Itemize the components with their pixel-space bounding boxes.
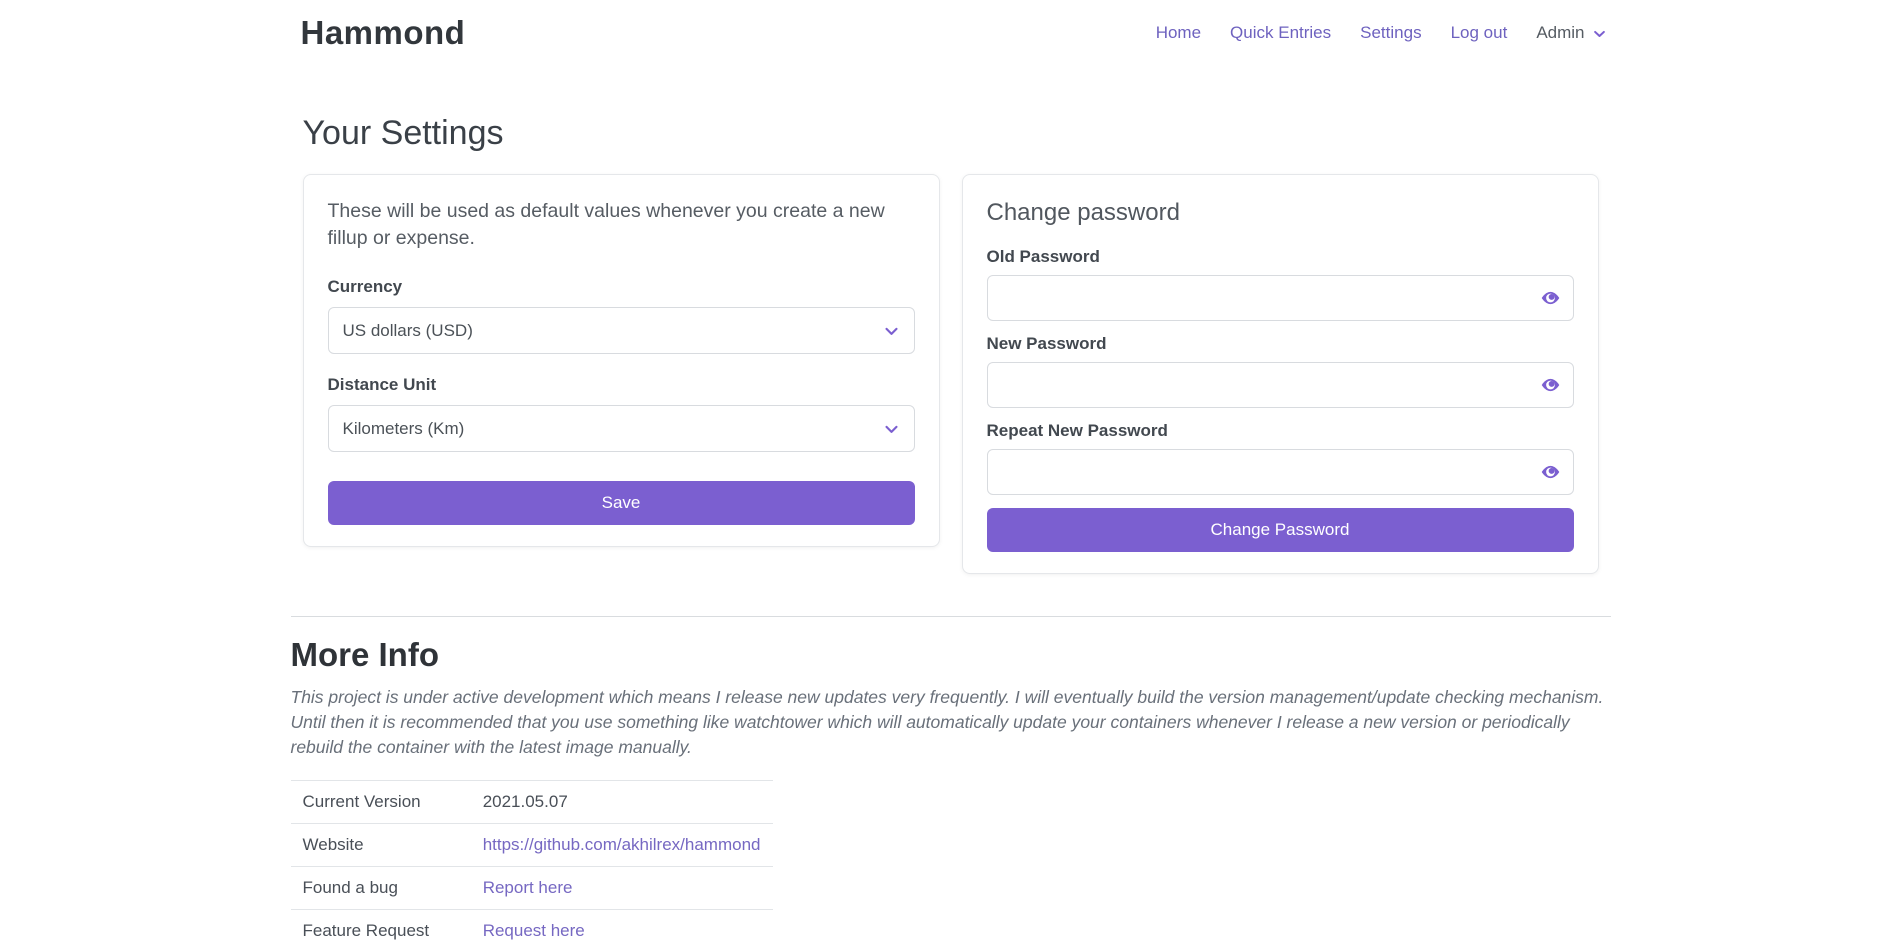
section-divider (291, 616, 1611, 617)
change-password-card (962, 174, 1599, 574)
table-row (291, 867, 773, 910)
old-password-input[interactable] (987, 275, 1574, 321)
info-label: Current Version (291, 781, 471, 824)
defaults-description: These will be used as default values whenever you create a new fillup or expense. (328, 198, 906, 251)
nav-item-quick-entries[interactable]: Quick Entries (1230, 23, 1331, 43)
website-link[interactable]: https://github.com/akhilrex/hammond (483, 835, 761, 854)
info-table (291, 780, 773, 952)
distance-unit-select[interactable] (328, 405, 915, 452)
repeat-password-label: Repeat New Password (987, 421, 1574, 441)
admin-dropdown[interactable] (1536, 23, 1606, 43)
feature-request-link[interactable]: Request here (483, 921, 585, 940)
current-version-value: 2021.05.07 (471, 781, 773, 824)
eye-icon (1540, 375, 1561, 396)
brand-logo[interactable]: Hammond (291, 13, 466, 53)
nav-item-home[interactable]: Home (1156, 23, 1201, 43)
table-row (291, 781, 773, 824)
currency-label: Currency (328, 277, 915, 297)
admin-dropdown-label: Admin (1536, 23, 1584, 43)
currency-selected-value: US dollars (USD) (343, 321, 473, 341)
chevron-down-icon (883, 420, 900, 437)
table-row (291, 824, 773, 867)
chevron-down-icon (1592, 26, 1607, 41)
toggle-repeat-password-visibility-button[interactable] (1538, 460, 1563, 485)
repeat-password-input[interactable] (987, 449, 1574, 495)
main-nav (1156, 23, 1611, 43)
nav-item-logout[interactable]: Log out (1451, 23, 1508, 43)
old-password-label: Old Password (987, 247, 1574, 267)
info-label: Website (291, 824, 471, 867)
toggle-new-password-visibility-button[interactable] (1538, 373, 1563, 398)
more-info-title: More Info (291, 635, 1611, 675)
eye-icon (1540, 288, 1561, 309)
nav-item-settings[interactable]: Settings (1360, 23, 1421, 43)
distance-selected-value: Kilometers (Km) (343, 419, 465, 439)
eye-icon (1540, 462, 1561, 483)
table-row (291, 910, 773, 952)
new-password-label: New Password (987, 334, 1574, 354)
save-button[interactable]: Save (328, 481, 915, 525)
chevron-down-icon (883, 322, 900, 339)
info-label: Found a bug (291, 867, 471, 910)
currency-select[interactable] (328, 307, 915, 354)
distance-unit-label: Distance Unit (328, 375, 915, 395)
toggle-old-password-visibility-button[interactable] (1538, 286, 1563, 311)
development-note: This project is under active development which means I release new updates very frequently. I will eventually build the version management/update checking mechanism. Until then it is recommended that you use something like watchtower which will automatically update your containers whenever I release a new version or periodically rebuild the container with the latest image manually. (291, 685, 1611, 760)
default-values-card (303, 174, 940, 547)
header (291, 0, 1611, 53)
page-title: Your Settings (303, 113, 1599, 154)
new-password-input[interactable] (987, 362, 1574, 408)
change-password-title: Change password (987, 198, 1574, 227)
report-bug-link[interactable]: Report here (483, 878, 573, 897)
change-password-button[interactable]: Change Password (987, 508, 1574, 552)
info-label: Feature Request (291, 910, 471, 952)
